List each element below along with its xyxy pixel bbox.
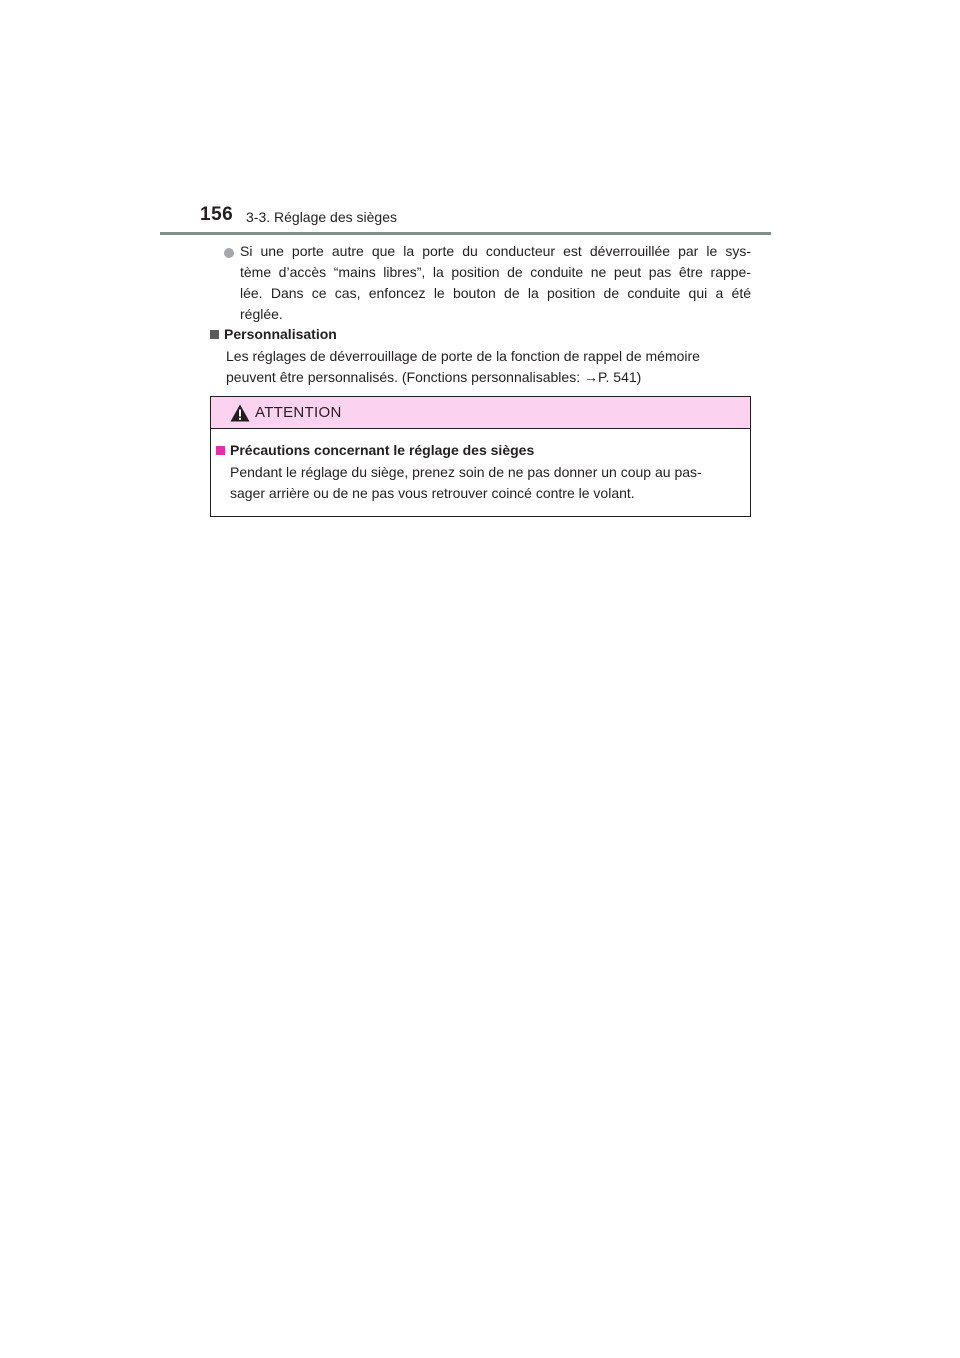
caution-header [211, 397, 750, 429]
page-number: 156 [200, 204, 234, 225]
caution-text-line: Pendant le réglage du siège, prenez soin de ne pas donner un coup au pas- [230, 464, 702, 480]
caution-text-line: sager arrière ou de ne pas vous retrouver coincé contre le volant. [230, 485, 635, 501]
personnalisation-heading-text: Personnalisation [224, 326, 337, 342]
square-bullet-icon [216, 446, 225, 455]
personnalisation-text-line: peuvent être personnalisés. (Fonctions personnalisables: →P. 541) [226, 369, 642, 385]
bullet-text-line: tème d’accès “mains libres”, la position de conduite ne peut pas être rappe- [240, 264, 751, 280]
section-title: 3-3. Réglage des sièges [246, 209, 397, 225]
caution-heading [216, 442, 534, 458]
warning-triangle-icon [230, 404, 250, 422]
personnalisation-text-line: Les réglages de déverrouillage de porte de la fonction de rappel de mémoire [226, 348, 700, 364]
bullet-text-line: Si une porte autre que la porte du conducteur est déverrouillée par le sys- [240, 243, 751, 259]
bullet-dot-icon [224, 248, 234, 258]
caution-title: ATTENTION [255, 404, 342, 421]
header-divider [160, 232, 771, 235]
bullet-text-line: lée. Dans ce cas, enfoncez le bouton de la position de conduite qui a été [240, 285, 751, 301]
square-bullet-icon [210, 330, 219, 339]
bullet-text-line: réglée. [240, 306, 283, 322]
caution-box [210, 396, 751, 517]
personnalisation-heading [210, 326, 337, 342]
caution-heading-text: Précautions concernant le réglage des sièges [230, 442, 535, 458]
